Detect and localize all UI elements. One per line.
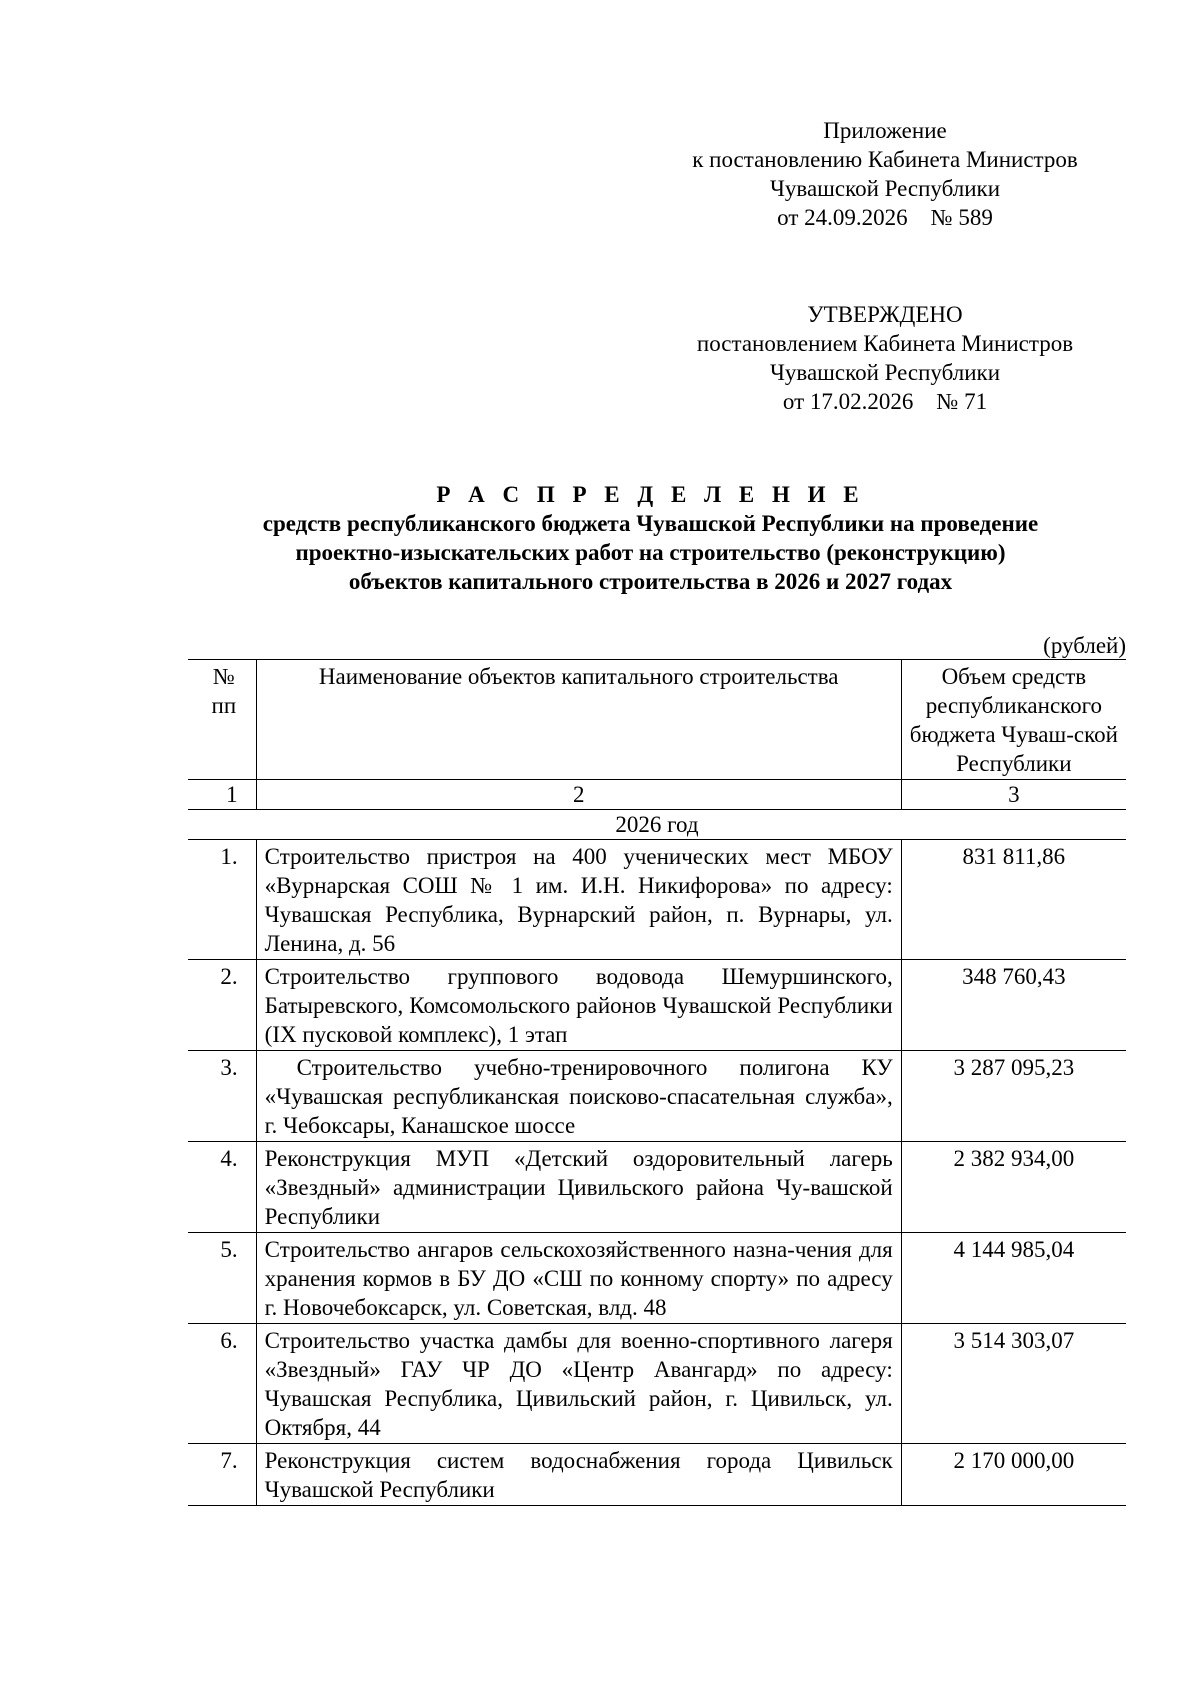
- column-numbers-row: [188, 780, 1126, 810]
- row-object-name: Реконструкция систем водоснабжения города Цивильск Чувашской Республики: [256, 1444, 901, 1506]
- row-number: 6.: [188, 1324, 256, 1444]
- row-number: 4.: [188, 1142, 256, 1233]
- year-label: 2026 год: [188, 810, 1126, 840]
- row-number: 1.: [188, 840, 256, 960]
- row-amount: 3 514 303,07: [901, 1324, 1126, 1444]
- row-number: 2.: [188, 960, 256, 1051]
- row-object-name: Реконструкция МУП «Детский оздоровительный лагерь «Звездный» администрации Цивильского района Чу-вашской Республики: [256, 1142, 901, 1233]
- column-number: 2: [256, 780, 901, 810]
- row-object-name: Строительство ангаров сельскохозяйственного назна-чения для хранения кормов в БУ ДО «СШ по конному спорту» по адресу г. Новочебоксарск, ул. Советская, влд. 48: [256, 1233, 901, 1324]
- approval-block: [620, 300, 1150, 416]
- table-row: [188, 960, 1126, 1051]
- approval-date-number: от 17.02.2026 № 71: [782, 389, 988, 414]
- year-row: [188, 810, 1126, 840]
- table-row: [188, 1233, 1126, 1324]
- approval-label: УТВЕРЖДЕНО: [807, 302, 963, 327]
- row-object-name: Строительство группового водовода Шемуршинского, Батыревского, Комсомольского районов Чувашской Республики (IX пусковой комплекс), 1 этап: [256, 960, 901, 1051]
- table-header-row: [188, 660, 1126, 780]
- header-amount: Объем средств республиканского бюджета Чуваш-ской Республики: [901, 660, 1126, 780]
- appendix-date-number: от 24.09.2026 № 589: [777, 205, 993, 230]
- document-title: [188, 480, 1113, 596]
- table-row: [188, 1051, 1126, 1142]
- units-label: (рублей): [1043, 633, 1126, 658]
- header-number-text: № пп: [211, 664, 237, 718]
- row-object-name: Строительство учебно-тренировочного полигона КУ «Чувашская республиканская поисково-спасательная служба», г. Чебоксары, Канашское шоссе: [256, 1051, 901, 1142]
- row-number: 7.: [188, 1444, 256, 1506]
- title-subtitle-line: средств республиканского бюджета Чувашской Республики на проведение: [262, 511, 1039, 536]
- header-number: [188, 660, 256, 780]
- column-number: 1: [188, 780, 256, 810]
- title-subtitle-line: проектно-изыскательских работ на строительство (реконструкцию): [295, 540, 1006, 565]
- appendix-line: Приложение: [823, 118, 947, 143]
- header-object-name: Наименование объектов капитального строительства: [256, 660, 901, 780]
- row-object-name: Строительство пристроя на 400 ученических мест МБОУ «Вурнарская СОШ № 1 им. И.Н. Никифорова» по адресу: Чувашская Республика, Вурнарский район, п. Вурнары, ул. Ленина, д. 56: [256, 840, 901, 960]
- row-amount: 3 287 095,23: [901, 1051, 1126, 1142]
- row-amount: 2 170 000,00: [901, 1444, 1126, 1506]
- distribution-table: [188, 659, 1126, 1506]
- row-amount: 2 382 934,00: [901, 1142, 1126, 1233]
- row-amount: 348 760,43: [901, 960, 1126, 1051]
- table-row: [188, 1142, 1126, 1233]
- appendix-block: [620, 116, 1150, 232]
- row-amount: 4 144 985,04: [901, 1233, 1126, 1324]
- row-amount: 831 811,86: [901, 840, 1126, 960]
- row-object-name: Строительство участка дамбы для военно-спортивного лагеря «Звездный» ГАУ ЧР ДО «Центр Авангард» по адресу: Чувашская Республика, Цивильский район, г. Цивильск, ул. Октября, 44: [256, 1324, 901, 1444]
- table-row: [188, 1324, 1126, 1444]
- approval-line: Чувашской Республики: [769, 360, 1001, 385]
- row-number: 5.: [188, 1233, 256, 1324]
- table-row: [188, 1444, 1126, 1506]
- approval-line: постановлением Кабинета Министров: [696, 331, 1074, 356]
- row-number: 3.: [188, 1051, 256, 1142]
- table-row: [188, 840, 1126, 960]
- title-heading: Р А С П Р Е Д Е Л Е Н И Е: [436, 482, 865, 507]
- appendix-line: Чувашской Республики: [769, 176, 1001, 201]
- column-number: 3: [901, 780, 1126, 810]
- title-subtitle-line: объектов капитального строительства в 2026 и 2027 годах: [348, 569, 953, 594]
- appendix-line: к постановлению Кабинета Министров: [692, 147, 1078, 172]
